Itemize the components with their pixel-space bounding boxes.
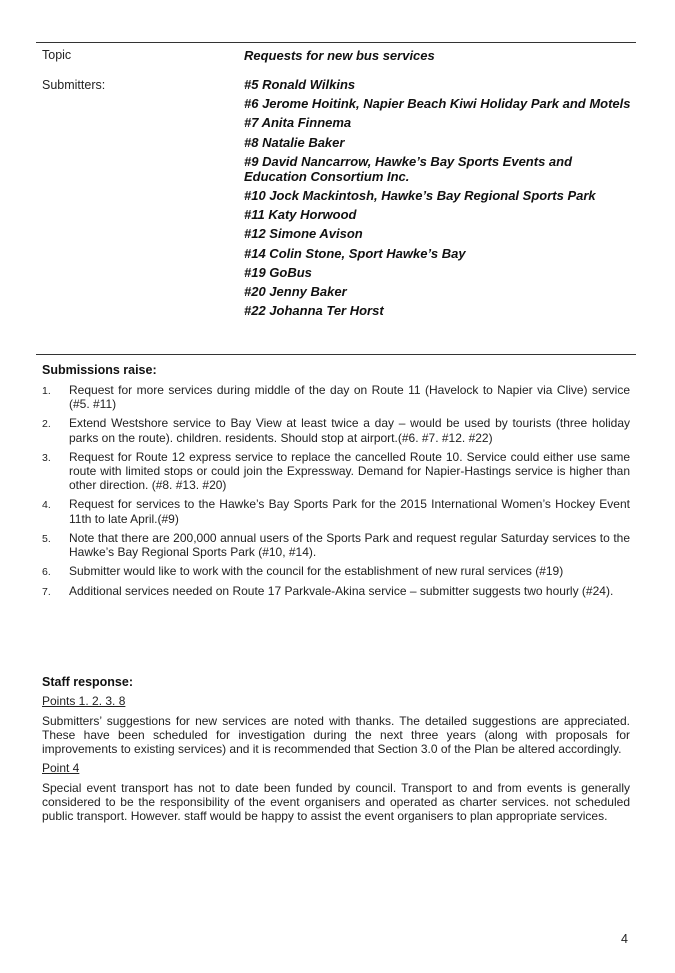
submitter-item: #6 Jerome Hoitink, Napier Beach Kiwi Holiday Park and Motels: [244, 96, 631, 112]
submissions-section: [42, 363, 630, 605]
top-divider: [36, 42, 636, 43]
submitter-item: #7 Anita Finnema: [244, 115, 352, 131]
point-text: Note that there are 200,000 annual users of the Sports Park and request regular Saturday services to the Hawke’s Bay Regional Sports Park (#10, #14).: [69, 530, 630, 560]
submitter-item: #19 GoBus: [244, 264, 312, 280]
submission-point: [42, 584, 630, 599]
submissions-heading: Submissions raise:: [42, 363, 157, 377]
point-text: Additional services needed on Route 17 Parkvale-Akina service – submitter suggests two hourly (#24).: [69, 584, 614, 599]
staff-paragraph: Special event transport has not to date been funded by council. Transport to and from events is generally considered to be the responsibility of the event organisers and operated as charter services. not scheduled public transport. However. staff would be happy to assist the event organisers to plan appropriate services.: [42, 780, 630, 824]
submission-points-list: [42, 383, 630, 600]
submitter-item: #11 Katy Horwood: [244, 207, 357, 223]
submitters-label: Submitters:: [42, 78, 106, 92]
point-number: 4.: [42, 499, 51, 512]
point-number: 1.: [42, 385, 51, 397]
staff-response-section: [42, 675, 630, 827]
submission-point: [42, 497, 630, 525]
submission-point: [42, 564, 630, 579]
submitters-list: [244, 77, 632, 318]
section-divider: [36, 354, 636, 355]
point-number: 3.: [42, 451, 51, 464]
submitter-item: #22 Johanna Ter Horst: [244, 303, 384, 319]
topic-table: [42, 47, 632, 322]
staff-paragraph: Submitters’ suggestions for new services are noted with thanks. The detailed suggestions are appreciated. These have been scheduled for investigation during the next three years (along with proposals for improvements to existing services) and it is recommended that Section 3.0 of the Plan be altered accordingly.: [42, 714, 630, 757]
submitter-item: #14 Colin Stone, Sport Hawke’s Bay: [244, 245, 466, 261]
staff-response-heading: Staff response:: [42, 675, 133, 689]
topic-label: Topic: [42, 48, 72, 62]
point-text: Submitter would like to work with the council for the establishment of new rural services (#19): [69, 564, 564, 579]
point-number: 5.: [42, 532, 51, 545]
staff-subheading-point-4: Point 4: [42, 760, 80, 775]
submitter-item: #10 Jock Mackintosh, Hawke’s Bay Regional Sports Park: [244, 187, 596, 203]
submission-point: [42, 383, 630, 411]
page-number: 4: [621, 932, 628, 946]
point-number: 6.: [42, 566, 51, 579]
submission-point: [42, 450, 630, 493]
submitters-list-container: [244, 77, 632, 322]
point-text: Request for services to the Hawke’s Bay Sports Park for the 2015 International Women’s Hockey Event 11th to late April.(#9): [69, 497, 630, 526]
point-number: 2.: [42, 418, 51, 431]
submitter-item: #12 Simone Avison: [244, 226, 363, 242]
topic-row: [42, 47, 632, 77]
point-text: Extend Westshore service to Bay View at least twice a day – would be used by tourists (three holiday parks on the route). children. residents. Should stop at airport.(#6. #7. #12. #22): [69, 416, 630, 445]
submitter-item: #8 Natalie Baker: [244, 134, 345, 150]
submitters-row: [42, 77, 632, 322]
submitter-item: #9 David Nancarrow, Hawke’s Bay Sports Events and Education Consortium Inc.: [244, 153, 573, 184]
submitter-item: #5 Ronald Wilkins: [244, 77, 356, 92]
point-number: 7.: [42, 586, 51, 599]
submitter-item: #20 Jenny Baker: [244, 283, 347, 299]
point-text: Request for more services during middle of the day on Route 11 (Havelock to Napier via Clive) service (#5. #11): [69, 383, 630, 412]
submission-point: [42, 416, 630, 444]
submission-point: [42, 531, 630, 559]
staff-subheading-points-1238: Points 1. 2. 3. 8: [42, 694, 126, 708]
point-text: Request for Route 12 express service to replace the cancelled Route 10. Service could either use same route with limited stops or could join the Expressway. Demand for Napier-Hastings service is higher than other direction. (#8. #13. #20): [69, 449, 630, 493]
topic-value: Requests for new bus services: [244, 48, 435, 63]
